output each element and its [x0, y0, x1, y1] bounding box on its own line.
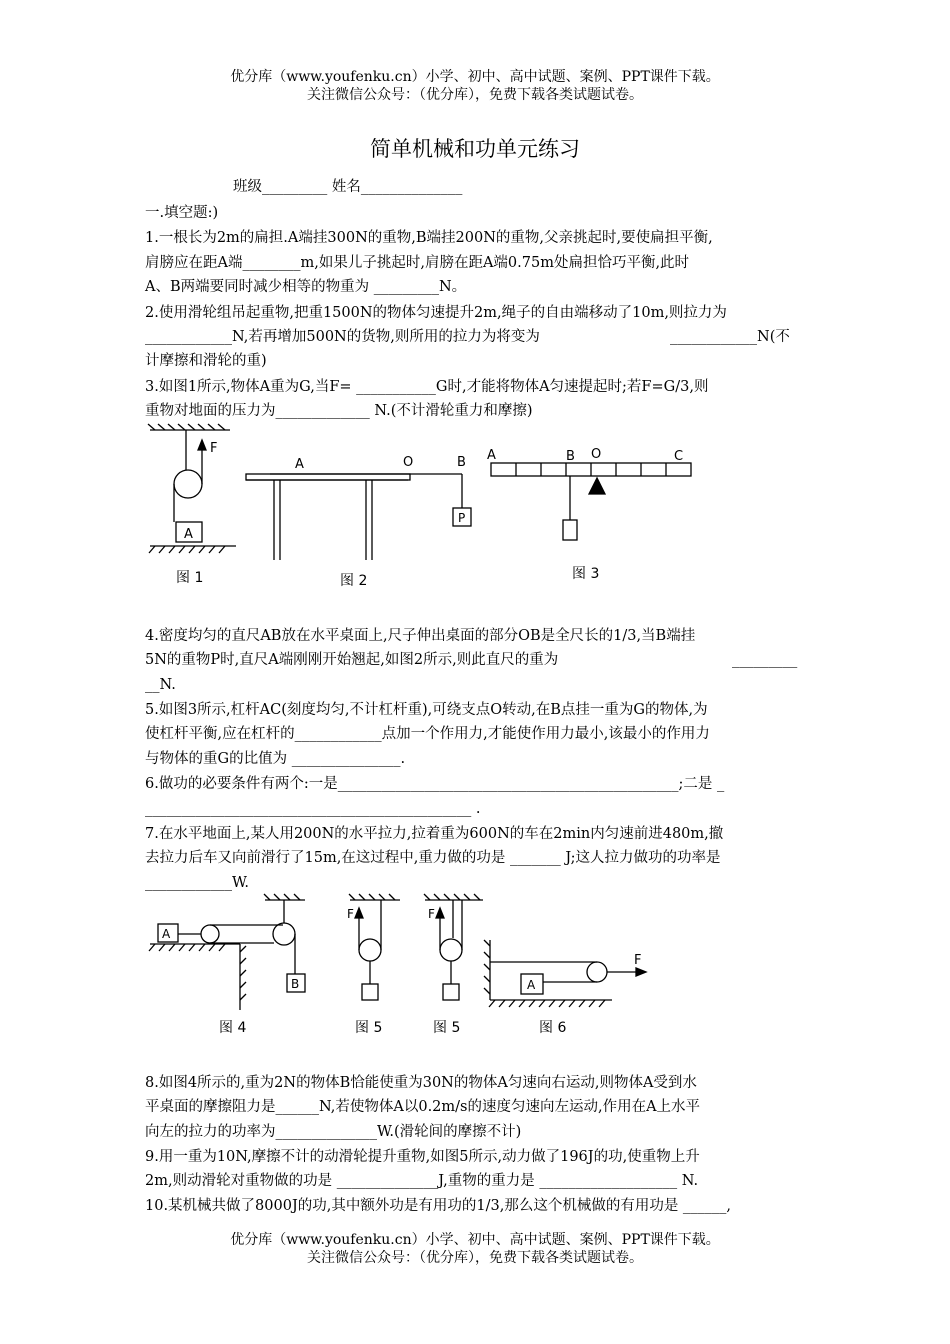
q1-line-1: 1.一根长为2m的扁担.A端挂300N的重物,B端挂200N的重物,父亲挑起时,要使扁担平衡,: [145, 230, 713, 246]
fig1-label-f: F: [210, 441, 218, 456]
fig2-caption: 图 2: [340, 573, 368, 589]
q5-line-3: 与物体的重G的比值为 _______________.: [145, 751, 406, 767]
fig3-label-b: B: [566, 449, 575, 464]
header-line-2: 关注微信公众号：（优分库），免费下载各类试题试卷。: [307, 87, 643, 103]
q4-line-2: 5N的重物P时,直尺A端刚刚开始翘起,如图2所示,则此直尺的重为: [145, 652, 559, 668]
q3-line-2: 重物对地面的压力为_____________ N.(不计滑轮重力和摩擦): [145, 403, 533, 419]
q2-line-1: 2.使用滑轮组吊起重物,把重1500N的物体匀速提升2m,绳子的自由端移动了10m,则拉力为: [145, 305, 727, 321]
fig4-label-b: B: [291, 977, 300, 991]
fig3-label-c: C: [674, 449, 684, 464]
figure-6-pulley-wall: [484, 940, 638, 1007]
fig5b-label-f: F: [428, 907, 435, 921]
q2-line-3: 计摩擦和滑轮的重): [145, 353, 267, 369]
fig5b-caption: 图 5: [433, 1020, 461, 1036]
fig6-caption: 图 6: [539, 1020, 567, 1036]
q3-line-1: 3.如图1所示,物体A重为G,当F= ___________G时,才能将物体A匀速提起时;若F=G/3,则: [145, 379, 709, 395]
fig2-label-p: P: [458, 511, 466, 525]
footer-line-2: 关注微信公众号：（优分库），免费下载各类试题试卷。: [307, 1250, 643, 1266]
q5-line-2: 使杠杆平衡,应在杠杆的____________点加一个作用力,才能使作用力最小,该最小的作用力: [145, 726, 710, 742]
q7-line-2: 去拉力后车又向前滑行了15m,在这过程中,重力做的功是 _______ J;这人拉力做功的功率是: [145, 850, 721, 866]
fig2-label-o: O: [403, 455, 414, 470]
fig1-label-a: A: [184, 527, 193, 542]
q1-line-3: A、B两端要同时减少相等的物重为 _________N。: [145, 279, 467, 295]
q2-line-2: ____________N,若再增加500N的货物,则所用的拉力为将变为: [145, 329, 540, 345]
fig2-label-b: B: [457, 455, 466, 470]
fig3-caption: 图 3: [572, 566, 600, 582]
q8-line-1: 8.如图4所示的,重为2N的物体B恰能使重为30N的物体A匀速向右运动,则物体A受到水: [145, 1075, 697, 1091]
fig6-label-f: F: [634, 953, 642, 968]
fig5a-label-f: F: [347, 907, 354, 921]
q5-line-1: 5.如图3所示,杠杆AC(刻度均匀,不计杠杆重),可绕支点O转动,在B点挂一重为G的物体,为: [145, 702, 708, 718]
page-title: 简单机械和功单元练习: [370, 137, 580, 161]
q9-line-2: 2m,则动滑轮对重物做的功是 ______________J,重物的重力是 ___________________ N.: [145, 1173, 699, 1189]
q7-line-1: 7.在水平地面上,某人用200N的水平拉力,拉着重为600N的车在2min内匀速前进480m,撤: [145, 826, 724, 842]
q7-line-3: ____________W.: [145, 875, 249, 891]
fig4-label-a: A: [162, 927, 171, 941]
q2-blank-right: ____________N(不: [670, 329, 790, 345]
fig6-label-a: A: [527, 978, 536, 992]
q9-line-1: 9.用一重为10N,摩擦不计的动滑轮提升重物,如图5所示,动力做了196J的功,使重物上升: [145, 1149, 700, 1165]
header-line-1: 优分库（www.youfenku.cn）小学、初中、高中试题、案例、PPT课件下载。: [230, 69, 720, 85]
q8-line-2: 平桌面的摩擦阻力是______N,若使物体A以0.2m/s的速度匀速向左运动,作用在A上水平: [145, 1099, 701, 1115]
q4-blank-right: _________: [732, 652, 798, 668]
class-name-line: 班级_________ 姓名______________: [233, 179, 463, 195]
fig4-caption: 图 4: [219, 1020, 247, 1036]
fig3-label-o: O: [591, 447, 602, 462]
fig2-label-a: A: [295, 457, 304, 472]
q6-line-2: _____________________________________________ .: [145, 801, 481, 817]
q4-line-1: 4.密度均匀的直尺AB放在水平桌面上,尺子伸出桌面的部分OB是全尺长的1/3,当B端挂: [145, 628, 696, 644]
q1-line-2: 肩膀应在距A端________m,如果儿子挑起时,肩膀在距A端0.75m处扁担恰巧平衡,此时: [145, 255, 690, 271]
fig3-label-a: A: [487, 448, 496, 463]
fig1-caption: 图 1: [176, 570, 204, 586]
q4-line-3: __N.: [145, 677, 176, 693]
figure-4-pulley-table: [149, 894, 305, 1010]
q6-line-1: 6.做功的必要条件有两个:一是_______________________________________________;二是 _: [145, 776, 725, 792]
footer-line-1: 优分库（www.youfenku.cn）小学、初中、高中试题、案例、PPT课件下载。: [230, 1232, 720, 1248]
q10-line-1: 10.某机械共做了8000J的功,其中额外功是有用功的1/3,那么这个机械做的有用功是 ______,: [145, 1198, 732, 1214]
section-heading: 一.填空题:): [145, 205, 219, 221]
q8-line-3: 向左的拉力的功率为______________W.(滑轮间的摩擦不计): [145, 1124, 522, 1140]
fig5a-caption: 图 5: [355, 1020, 383, 1036]
figure-5a-pulley: [349, 894, 400, 1000]
